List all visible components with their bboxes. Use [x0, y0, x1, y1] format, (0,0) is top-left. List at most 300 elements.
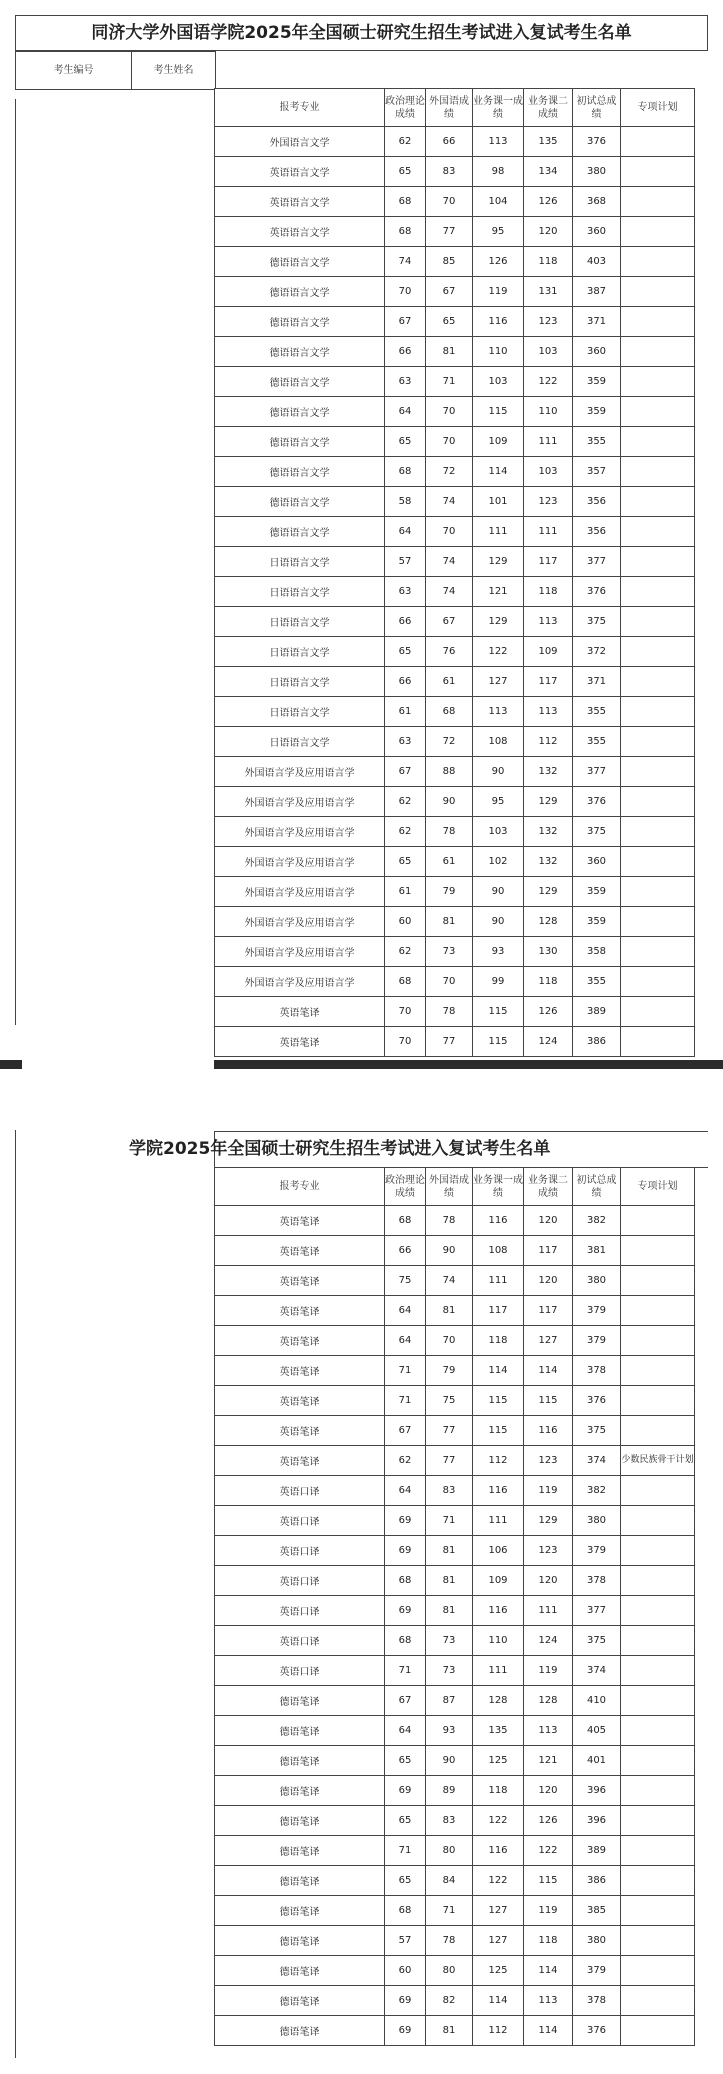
table-row	[215, 907, 695, 937]
cell-subject1: 110	[473, 337, 524, 367]
cell-subject1: 115	[473, 1386, 524, 1416]
table-row	[215, 637, 695, 667]
cell-subject1: 90	[473, 877, 524, 907]
cell-subject1: 116	[473, 1836, 524, 1866]
table-row	[215, 427, 695, 457]
cell-total: 375	[573, 817, 621, 847]
cell-subject2: 120	[524, 1206, 573, 1236]
table-row	[215, 517, 695, 547]
cell-subject1: 103	[473, 817, 524, 847]
cell-subject2: 117	[524, 1296, 573, 1326]
table-row	[215, 1806, 695, 1836]
cell-subject2: 124	[524, 1626, 573, 1656]
cell-subject2: 111	[524, 427, 573, 457]
cell-subject1: 108	[473, 1236, 524, 1266]
col-header-foreign: 外国语成绩	[426, 1168, 473, 1206]
cell-special	[621, 757, 695, 787]
cell-subject1: 115	[473, 397, 524, 427]
cell-foreign: 90	[426, 1746, 473, 1776]
cell-major: 德语语言文学	[215, 337, 385, 367]
cell-subject1: 114	[473, 1356, 524, 1386]
cell-foreign: 88	[426, 757, 473, 787]
cell-special	[621, 1656, 695, 1686]
cell-special	[621, 877, 695, 907]
cell-politics: 61	[385, 697, 426, 727]
table-row	[215, 1926, 695, 1956]
cell-special	[621, 457, 695, 487]
cell-politics: 67	[385, 1686, 426, 1716]
cell-politics: 68	[385, 1566, 426, 1596]
cell-subject2: 122	[524, 1836, 573, 1866]
cell-total: 381	[573, 1236, 621, 1266]
cell-foreign: 72	[426, 457, 473, 487]
table-row	[215, 1656, 695, 1686]
cell-special	[621, 1716, 695, 1746]
cell-foreign: 78	[426, 1926, 473, 1956]
cell-special	[621, 1836, 695, 1866]
cell-subject1: 122	[473, 1806, 524, 1836]
cell-subject2: 120	[524, 1266, 573, 1296]
cell-subject1: 112	[473, 1446, 524, 1476]
table-row	[215, 1416, 695, 1446]
col-header-major: 报考专业	[215, 1168, 385, 1206]
cell-foreign: 81	[426, 1566, 473, 1596]
cell-total: 355	[573, 727, 621, 757]
cell-politics: 67	[385, 757, 426, 787]
cell-special	[621, 787, 695, 817]
cell-major: 德语笔译	[215, 1806, 385, 1836]
table-row	[215, 397, 695, 427]
cell-politics: 68	[385, 187, 426, 217]
table-row	[215, 667, 695, 697]
cell-special	[621, 1626, 695, 1656]
cell-total: 355	[573, 427, 621, 457]
cell-major: 外国语言学及应用语言学	[215, 937, 385, 967]
cell-major: 德语笔译	[215, 1686, 385, 1716]
cell-subject1: 108	[473, 727, 524, 757]
cell-politics: 67	[385, 307, 426, 337]
cell-special	[621, 1776, 695, 1806]
col-header-subject2: 业务课二成绩	[524, 89, 573, 127]
col-header-major: 报考专业	[215, 89, 385, 127]
cell-special	[621, 1266, 695, 1296]
cell-special	[621, 607, 695, 637]
cell-politics: 62	[385, 787, 426, 817]
cell-special	[621, 1536, 695, 1566]
cell-subject2: 113	[524, 1986, 573, 2016]
cell-foreign: 73	[426, 1626, 473, 1656]
cell-foreign: 89	[426, 1776, 473, 1806]
cell-subject2: 126	[524, 1806, 573, 1836]
cell-politics: 69	[385, 1776, 426, 1806]
col-header-politics: 政治理论成绩	[385, 89, 426, 127]
cell-total: 360	[573, 217, 621, 247]
col-header-subject1: 业务课一成绩	[473, 1168, 524, 1206]
page-title-continued	[129, 1131, 708, 1168]
cell-foreign: 70	[426, 397, 473, 427]
cell-major: 英语口译	[215, 1506, 385, 1536]
header-id-name-table	[15, 51, 216, 90]
cell-subject2: 132	[524, 757, 573, 787]
cell-total: 355	[573, 967, 621, 997]
cell-major: 外国语言学及应用语言学	[215, 877, 385, 907]
cell-total: 386	[573, 1866, 621, 1896]
cell-subject1: 122	[473, 1866, 524, 1896]
cell-subject1: 118	[473, 1776, 524, 1806]
cell-subject1: 110	[473, 1626, 524, 1656]
cell-subject1: 127	[473, 1896, 524, 1926]
cell-total: 379	[573, 1296, 621, 1326]
cell-politics: 69	[385, 1986, 426, 2016]
cell-politics: 64	[385, 1476, 426, 1506]
cell-subject2: 118	[524, 967, 573, 997]
cell-subject2: 118	[524, 577, 573, 607]
cell-subject1: 90	[473, 757, 524, 787]
cell-subject2: 110	[524, 397, 573, 427]
cell-total: 376	[573, 1386, 621, 1416]
cell-special	[621, 667, 695, 697]
cell-total: 380	[573, 1926, 621, 1956]
cell-foreign: 74	[426, 547, 473, 577]
cell-total: 389	[573, 997, 621, 1027]
table-body-page-1	[215, 127, 695, 1057]
cell-major: 日语语言文学	[215, 697, 385, 727]
table-row	[215, 487, 695, 517]
table-row	[215, 2016, 695, 2046]
cell-major: 德语笔译	[215, 1836, 385, 1866]
cell-subject1: 125	[473, 1746, 524, 1776]
cell-foreign: 70	[426, 427, 473, 457]
cell-special	[621, 1686, 695, 1716]
cell-foreign: 70	[426, 187, 473, 217]
cell-foreign: 83	[426, 1806, 473, 1836]
cell-subject2: 130	[524, 937, 573, 967]
table-row	[215, 1326, 695, 1356]
cell-subject1: 116	[473, 1476, 524, 1506]
cell-politics: 70	[385, 277, 426, 307]
cell-special	[621, 577, 695, 607]
cell-politics: 60	[385, 907, 426, 937]
cell-special	[621, 847, 695, 877]
table-row	[215, 1836, 695, 1866]
cell-total: 382	[573, 1476, 621, 1506]
col-header-special: 专项计划	[621, 89, 695, 127]
cell-politics: 68	[385, 1206, 426, 1236]
cell-total: 360	[573, 337, 621, 367]
table-row	[215, 1566, 695, 1596]
table-row	[215, 247, 695, 277]
cell-politics: 64	[385, 1326, 426, 1356]
col-header-total: 初试总成绩	[573, 1168, 621, 1206]
cell-major: 德语笔译	[215, 1776, 385, 1806]
cell-special	[621, 1386, 695, 1416]
cell-special	[621, 937, 695, 967]
cell-subject2: 120	[524, 1776, 573, 1806]
cell-subject1: 121	[473, 577, 524, 607]
cell-special	[621, 367, 695, 397]
cell-major: 外国语言文学	[215, 127, 385, 157]
cell-subject2: 124	[524, 1027, 573, 1057]
cell-special	[621, 967, 695, 997]
cell-foreign: 72	[426, 727, 473, 757]
cell-subject1: 103	[473, 367, 524, 397]
table-row	[215, 1206, 695, 1236]
cell-subject2: 111	[524, 1596, 573, 1626]
cell-major: 英语笔译	[215, 1326, 385, 1356]
cell-total: 360	[573, 847, 621, 877]
table-row	[215, 787, 695, 817]
cell-total: 368	[573, 187, 621, 217]
table-row	[215, 697, 695, 727]
col-header-subject2: 业务课二成绩	[524, 1168, 573, 1206]
cell-politics: 70	[385, 1027, 426, 1057]
cell-special	[621, 1506, 695, 1536]
cell-major: 德语笔译	[215, 1926, 385, 1956]
cell-subject2: 103	[524, 457, 573, 487]
cell-major: 英语笔译	[215, 1206, 385, 1236]
cell-subject1: 98	[473, 157, 524, 187]
cell-foreign: 73	[426, 937, 473, 967]
cell-foreign: 81	[426, 907, 473, 937]
cell-foreign: 81	[426, 337, 473, 367]
cell-special	[621, 1896, 695, 1926]
cell-subject2: 115	[524, 1386, 573, 1416]
cell-major: 日语语言文学	[215, 577, 385, 607]
cell-foreign: 77	[426, 1027, 473, 1057]
cell-major: 日语语言文学	[215, 607, 385, 637]
cell-major: 德语笔译	[215, 1956, 385, 1986]
cell-major: 英语口译	[215, 1476, 385, 1506]
cell-major: 德语笔译	[215, 1986, 385, 2016]
cell-foreign: 73	[426, 1656, 473, 1686]
cell-subject2: 129	[524, 1506, 573, 1536]
cell-total: 386	[573, 1027, 621, 1057]
cell-total: 382	[573, 1206, 621, 1236]
cell-subject1: 118	[473, 1326, 524, 1356]
cell-foreign: 74	[426, 487, 473, 517]
cell-subject2: 114	[524, 2016, 573, 2046]
cell-subject2: 126	[524, 997, 573, 1027]
cell-special	[621, 337, 695, 367]
cell-total: 380	[573, 157, 621, 187]
cell-total: 410	[573, 1686, 621, 1716]
table-row	[215, 1896, 695, 1926]
cell-major: 外国语言学及应用语言学	[215, 787, 385, 817]
cell-foreign: 61	[426, 847, 473, 877]
page-separator-left	[0, 1060, 22, 1069]
cell-subject2: 123	[524, 1446, 573, 1476]
cell-subject2: 119	[524, 1476, 573, 1506]
cell-subject1: 95	[473, 787, 524, 817]
cell-subject1: 113	[473, 127, 524, 157]
table-row	[215, 1356, 695, 1386]
cell-politics: 57	[385, 547, 426, 577]
cell-major: 德语语言文学	[215, 307, 385, 337]
cell-major: 外国语言学及应用语言学	[215, 967, 385, 997]
table-row	[215, 1776, 695, 1806]
cell-subject1: 115	[473, 1416, 524, 1446]
cell-subject1: 116	[473, 307, 524, 337]
cell-foreign: 71	[426, 1896, 473, 1926]
cell-politics: 68	[385, 217, 426, 247]
table-row	[215, 307, 695, 337]
cell-subject1: 129	[473, 607, 524, 637]
cell-subject2: 126	[524, 187, 573, 217]
cell-subject1: 109	[473, 427, 524, 457]
left-edge-line	[15, 1130, 16, 2058]
cell-subject1: 90	[473, 907, 524, 937]
cell-foreign: 74	[426, 1266, 473, 1296]
col-header-politics: 政治理论成绩	[385, 1168, 426, 1206]
cell-special	[621, 1296, 695, 1326]
cell-subject1: 122	[473, 637, 524, 667]
cell-subject1: 127	[473, 667, 524, 697]
table-row	[215, 727, 695, 757]
cell-special	[621, 277, 695, 307]
cell-subject2: 119	[524, 1656, 573, 1686]
table-row	[215, 1296, 695, 1326]
cell-foreign: 70	[426, 1326, 473, 1356]
table-row	[215, 457, 695, 487]
cell-subject2: 129	[524, 877, 573, 907]
cell-total: 374	[573, 1446, 621, 1476]
cell-major: 英语笔译	[215, 1356, 385, 1386]
cell-foreign: 84	[426, 1866, 473, 1896]
table-row	[215, 1506, 695, 1536]
cell-major: 英语语言文学	[215, 157, 385, 187]
cell-foreign: 67	[426, 277, 473, 307]
cell-politics: 60	[385, 1956, 426, 1986]
cell-politics: 64	[385, 1716, 426, 1746]
cell-foreign: 81	[426, 1536, 473, 1566]
cell-total: 379	[573, 1956, 621, 1986]
cell-total: 372	[573, 637, 621, 667]
cell-politics: 68	[385, 1896, 426, 1926]
cell-subject1: 111	[473, 1656, 524, 1686]
cell-foreign: 80	[426, 1836, 473, 1866]
cell-subject2: 119	[524, 1896, 573, 1926]
col-header-name: 考生姓名	[132, 52, 216, 90]
cell-special	[621, 397, 695, 427]
admission-table-page-1	[214, 88, 695, 1057]
cell-politics: 66	[385, 667, 426, 697]
cell-subject1: 116	[473, 1206, 524, 1236]
table-row	[215, 277, 695, 307]
cell-subject1: 129	[473, 547, 524, 577]
table-row	[215, 1746, 695, 1776]
cell-foreign: 77	[426, 1416, 473, 1446]
table-row	[215, 1626, 695, 1656]
cell-major: 德语笔译	[215, 1746, 385, 1776]
table-row	[215, 1596, 695, 1626]
cell-subject1: 95	[473, 217, 524, 247]
cell-subject2: 129	[524, 787, 573, 817]
cell-politics: 68	[385, 967, 426, 997]
cell-subject1: 111	[473, 1266, 524, 1296]
cell-politics: 65	[385, 847, 426, 877]
cell-subject1: 126	[473, 247, 524, 277]
cell-major: 日语语言文学	[215, 637, 385, 667]
col-header-total: 初试总成绩	[573, 89, 621, 127]
cell-major: 英语口译	[215, 1596, 385, 1626]
cell-politics: 62	[385, 127, 426, 157]
cell-major: 英语口译	[215, 1626, 385, 1656]
cell-major: 英语笔译	[215, 1296, 385, 1326]
cell-special	[621, 517, 695, 547]
cell-subject2: 103	[524, 337, 573, 367]
cell-subject2: 117	[524, 547, 573, 577]
table-row	[215, 1027, 695, 1057]
cell-subject1: 102	[473, 847, 524, 877]
cell-major: 德语语言文学	[215, 517, 385, 547]
cell-subject2: 113	[524, 697, 573, 727]
cell-total: 356	[573, 517, 621, 547]
cell-special	[621, 1206, 695, 1236]
cell-major: 英语语言文学	[215, 187, 385, 217]
cell-foreign: 82	[426, 1986, 473, 2016]
cell-politics: 58	[385, 487, 426, 517]
cell-subject1: 135	[473, 1716, 524, 1746]
cell-politics: 61	[385, 877, 426, 907]
cell-special	[621, 187, 695, 217]
table-row	[215, 187, 695, 217]
cell-foreign: 77	[426, 1446, 473, 1476]
cell-total: 379	[573, 1536, 621, 1566]
cell-total: 389	[573, 1836, 621, 1866]
cell-subject1: 109	[473, 1566, 524, 1596]
table-row	[215, 1716, 695, 1746]
table-row	[215, 547, 695, 577]
cell-major: 日语语言文学	[215, 547, 385, 577]
cell-foreign: 71	[426, 1506, 473, 1536]
table-row	[215, 1236, 695, 1266]
cell-special	[621, 547, 695, 577]
cell-subject2: 132	[524, 847, 573, 877]
cell-subject2: 117	[524, 1236, 573, 1266]
cell-major: 德语笔译	[215, 1716, 385, 1746]
cell-politics: 69	[385, 1596, 426, 1626]
cell-subject2: 123	[524, 487, 573, 517]
cell-special	[621, 2016, 695, 2046]
cell-politics: 65	[385, 637, 426, 667]
cell-special	[621, 1326, 695, 1356]
cell-total: 375	[573, 1416, 621, 1446]
cell-foreign: 68	[426, 697, 473, 727]
cell-total: 378	[573, 1566, 621, 1596]
cell-special	[621, 157, 695, 187]
table-row	[215, 937, 695, 967]
cell-subject2: 109	[524, 637, 573, 667]
cell-major: 英语笔译	[215, 1416, 385, 1446]
cell-foreign: 81	[426, 2016, 473, 2046]
cell-subject2: 113	[524, 607, 573, 637]
cell-subject2: 123	[524, 1536, 573, 1566]
cell-foreign: 81	[426, 1596, 473, 1626]
cell-foreign: 65	[426, 307, 473, 337]
cell-total: 376	[573, 787, 621, 817]
cell-special: 少数民族骨干计划	[621, 1446, 695, 1476]
cell-foreign: 78	[426, 997, 473, 1027]
cell-major: 德语笔译	[215, 1866, 385, 1896]
cell-politics: 70	[385, 997, 426, 1027]
table-row	[215, 217, 695, 247]
cell-major: 德语笔译	[215, 1896, 385, 1926]
cell-subject2: 118	[524, 1926, 573, 1956]
cell-politics: 65	[385, 1806, 426, 1836]
cell-foreign: 83	[426, 1476, 473, 1506]
cell-subject2: 121	[524, 1746, 573, 1776]
cell-subject2: 120	[524, 217, 573, 247]
